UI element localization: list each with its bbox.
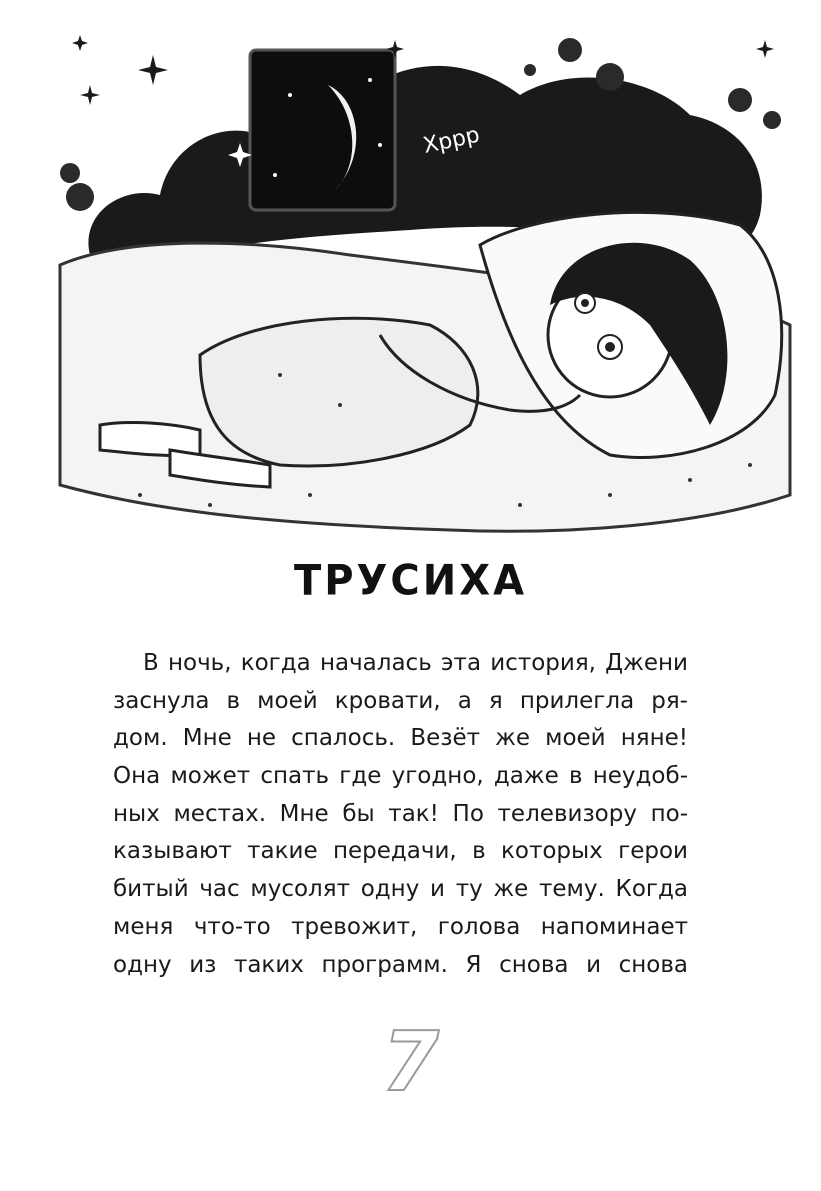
girl-body [200, 318, 478, 466]
paragraph-line: меня что-то тревожит, голова напоминает [113, 913, 688, 940]
snore-text: Хррр [421, 122, 482, 159]
chapter-paragraph [113, 645, 688, 984]
paragraph-line: дом. Мне не спалось. Везёт же моей няне! [113, 725, 688, 752]
window [250, 50, 395, 210]
page-number: 7 [381, 1015, 440, 1110]
chapter-illustration [50, 25, 795, 535]
paragraph-line: Она может спать где угодно, даже в неудоб- [113, 763, 688, 790]
chapter-title: ТРУСИХА [293, 556, 528, 606]
paragraph-line: ных местах. Мне бы так! По телевизору по- [113, 800, 688, 827]
paragraph-line: заснула в моей кровати, а я прилегла ря- [113, 687, 688, 714]
paragraph-line: казывают такие передачи, в которых герои [113, 838, 688, 865]
paragraph-line: одну из таких программ. Я снова и снова [113, 951, 688, 978]
paragraph-line: битый час мусолят одну и ту же тему. Когда [113, 876, 688, 903]
paragraph-line: В ночь, когда началась эта история, Джени [143, 650, 688, 676]
